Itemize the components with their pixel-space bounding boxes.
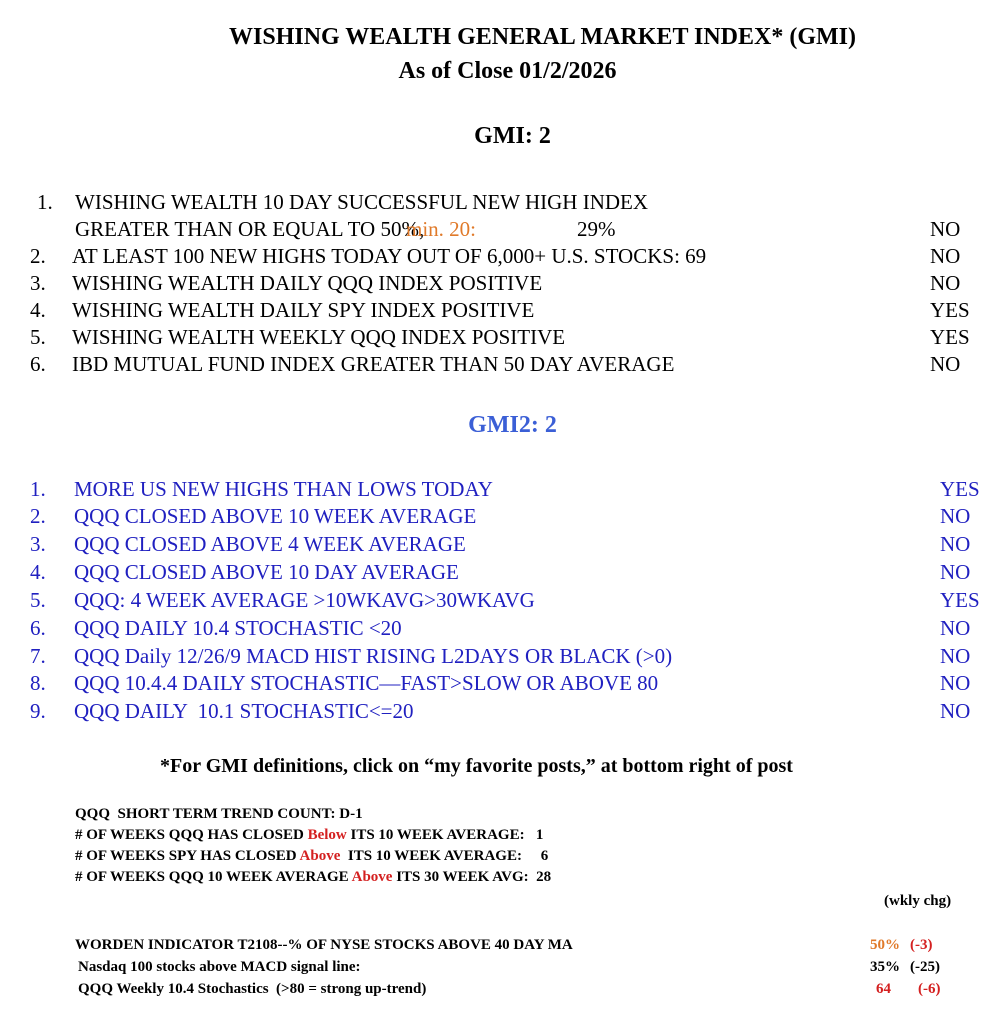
indicator-change: (-6) — [918, 981, 941, 997]
trend-count: QQQ SHORT TERM TREND COUNT: D-1 — [75, 806, 363, 822]
item-text: MORE US NEW HIGHS THAN LOWS TODAY — [74, 477, 493, 501]
item-text: WISHING WEALTH DAILY QQQ INDEX POSITIVE — [72, 271, 543, 295]
item-answer: NO — [930, 271, 961, 295]
indicator-change: (-3) — [910, 937, 933, 953]
item-text: GREATER THAN OR EQUAL TO 50%, — [75, 217, 425, 241]
item-text: QQQ CLOSED ABOVE 10 WEEK AVERAGE — [74, 504, 477, 528]
item-answer: NO — [940, 560, 971, 584]
trend-text: ITS 30 WEEK AVG: 28 — [392, 869, 552, 885]
gmi2-heading: GMI2: 2 — [468, 412, 557, 438]
item-text: QQQ CLOSED ABOVE 10 DAY AVERAGE — [74, 560, 459, 584]
weekly-change-label: (wkly chg) — [884, 893, 952, 909]
item-answer: NO — [930, 217, 961, 241]
item-answer: YES — [940, 477, 980, 501]
item-text: QQQ Daily 12/26/9 MACD HIST RISING L2DAYS OR BLACK (>0) — [74, 644, 673, 668]
trend-line — [75, 827, 543, 844]
item-number: 3. — [30, 532, 46, 556]
trend-text: ITS 10 WEEK AVERAGE: 6 — [340, 848, 549, 864]
item-answer: NO — [940, 699, 971, 723]
indicator-label: QQQ Weekly 10.4 Stochastics (>80 = strong up-trend) — [78, 981, 427, 997]
item-number: 1. — [37, 190, 53, 214]
indicator-change: (-25) — [910, 959, 940, 975]
item-number: 7. — [30, 644, 46, 668]
item-answer: YES — [930, 325, 970, 349]
trend-direction: Above — [299, 848, 341, 864]
item-text: IBD MUTUAL FUND INDEX GREATER THAN 50 DAY AVERAGE — [72, 352, 675, 376]
item-number: 2. — [30, 504, 46, 528]
trend-text: # OF WEEKS QQQ HAS CLOSED — [75, 827, 308, 843]
item-number: 4. — [30, 560, 46, 584]
item-answer: NO — [940, 616, 971, 640]
item-value: 29% — [577, 217, 616, 241]
item-answer: NO — [940, 671, 971, 695]
item-number: 6. — [30, 352, 46, 376]
item-text: WISHING WEALTH DAILY SPY INDEX POSITIVE — [72, 298, 535, 322]
trend-line — [75, 869, 551, 886]
item-text: QQQ: 4 WEEK AVERAGE >10WKAVG>30WKAVG — [74, 588, 535, 612]
page-subtitle: As of Close 01/2/2026 — [398, 58, 617, 84]
item-text: QQQ DAILY 10.1 STOCHASTIC<=20 — [74, 699, 414, 723]
indicator-value: 50% — [870, 937, 900, 953]
item-number: 6. — [30, 616, 46, 640]
gmi-heading: GMI: 2 — [474, 123, 551, 149]
item-answer: YES — [930, 298, 970, 322]
item-answer: NO — [940, 532, 971, 556]
trend-direction: Below — [307, 827, 347, 843]
item-text: QQQ CLOSED ABOVE 4 WEEK AVERAGE — [74, 532, 466, 556]
trend-text: # OF WEEKS QQQ 10 WEEK AVERAGE — [75, 869, 352, 885]
item-number: 8. — [30, 671, 46, 695]
item-text: WISHING WEALTH 10 DAY SUCCESSFUL NEW HIGH INDEX — [75, 190, 649, 214]
definitions-note: *For GMI definitions, click on “my favorite posts,” at bottom right of post — [160, 755, 793, 777]
indicator-label: Nasdaq 100 stocks above MACD signal line: — [78, 959, 361, 975]
item-answer: NO — [940, 644, 971, 668]
trend-line — [75, 848, 548, 865]
trend-text: # OF WEEKS SPY HAS CLOSED — [75, 848, 300, 864]
item-text: AT LEAST 100 NEW HIGHS TODAY OUT OF 6,000+ U.S. STOCKS: 69 — [72, 244, 707, 268]
item-number: 5. — [30, 588, 46, 612]
page-title: WISHING WEALTH GENERAL MARKET INDEX* (GMI) — [229, 24, 856, 50]
item-answer: YES — [940, 588, 980, 612]
item-text: QQQ DAILY 10.4 STOCHASTIC <20 — [74, 616, 402, 640]
item-answer: NO — [930, 352, 961, 376]
item-number: 5. — [30, 325, 46, 349]
item-number: 3. — [30, 271, 46, 295]
item-number: 9. — [30, 699, 46, 723]
item-answer: NO — [940, 504, 971, 528]
indicator-value: 64 — [876, 981, 891, 997]
item-text: WISHING WEALTH WEEKLY QQQ INDEX POSITIVE — [72, 325, 566, 349]
item-number: 1. — [30, 477, 46, 501]
item-number: 2. — [30, 244, 46, 268]
trend-direction: Above — [351, 869, 393, 885]
item-min: min. 20: — [406, 217, 477, 241]
indicator-label: WORDEN INDICATOR T2108--% OF NYSE STOCKS ABOVE 40 DAY MA — [75, 937, 573, 953]
item-answer: NO — [930, 244, 961, 268]
item-text: QQQ 10.4.4 DAILY STOCHASTIC—FAST>SLOW OR ABOVE 80 — [74, 671, 659, 695]
item-number: 4. — [30, 298, 46, 322]
trend-text: ITS 10 WEEK AVERAGE: 1 — [346, 827, 544, 843]
indicator-value: 35% — [870, 959, 900, 975]
